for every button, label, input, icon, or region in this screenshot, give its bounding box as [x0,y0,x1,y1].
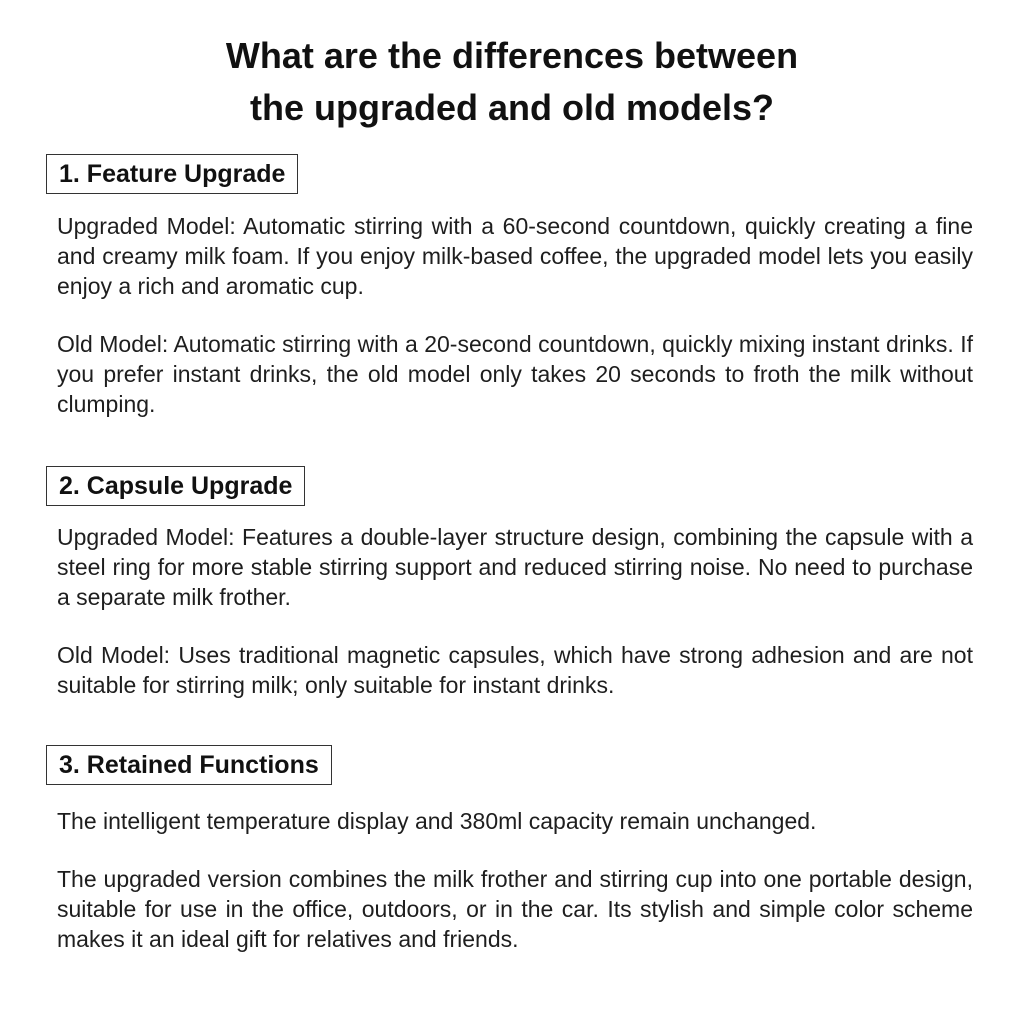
section-heading-feature-upgrade: 1. Feature Upgrade [46,154,298,194]
section-1-paragraph-old: Old Model: Automatic stirring with a 20-second countdown, quickly mixing instant drinks. If you prefer instant drinks, the old model only takes 20 seconds to froth the milk without clumping. [57,331,973,417]
section-2-paragraph-upgraded: Upgraded Model: Features a double-layer structure design, combining the capsule with a steel ring for more stable stirring support and reduced stirring noise. No need to purchase a separate milk frother. [57,524,973,610]
page-title-line-1: What are the differences between [225,35,799,76]
page-title [0,30,1024,134]
section-heading-retained-functions: 3. Retained Functions [46,745,332,785]
section-3-paragraph-design: The upgraded version combines the milk frother and stirring cup into one portable design, suitable for use in the office, outdoors, or in the car. Its stylish and simple color scheme makes it an ideal gift for relatives and friends. [57,866,973,952]
page-title-line-2: the upgraded and old models? [249,87,775,128]
section-heading-capsule-upgrade: 2. Capsule Upgrade [46,466,305,506]
section-1-paragraph-upgraded: Upgraded Model: Automatic stirring with a 60-second countdown, quickly creating a fine and creamy milk foam. If you enjoy milk-based coffee, the upgraded model lets you easily enjoy a rich and aromatic cup. [57,213,973,299]
section-3-paragraph-display: The intelligent temperature display and 380ml capacity remain unchanged. [57,808,817,834]
section-2-paragraph-old: Old Model: Uses traditional magnetic capsules, which have strong adhesion and are not suitable for stirring milk; only suitable for instant drinks. [57,642,973,698]
